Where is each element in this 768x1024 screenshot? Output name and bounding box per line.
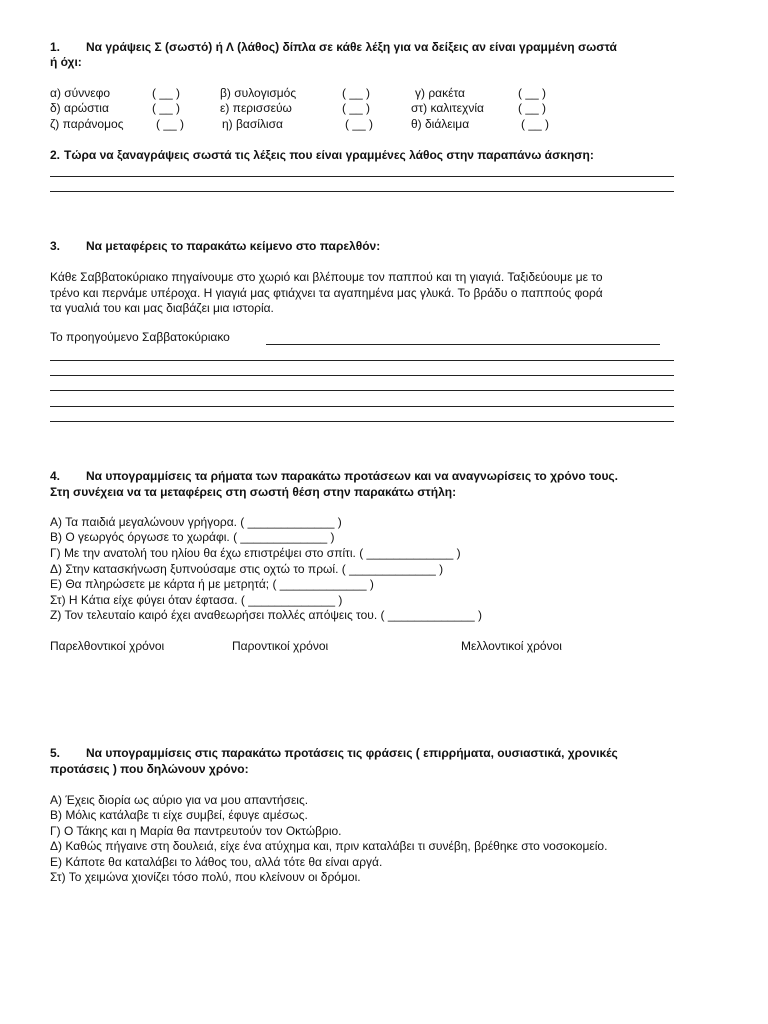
answer-blank[interactable]: ( __ ) (518, 101, 547, 115)
sentence-item: Β) Ο γεωργός όργωσε το χωράφι. ( _____________ ) (50, 530, 335, 544)
exercise-2-number: 2. (50, 148, 61, 162)
sentence-item: Δ) Στην κατασκήνωση ξυπνούσαμε στις οχτώ το πρωί. ( _____________ ) (50, 562, 444, 576)
exercise-1-title: Να γράψεις Σ (σωστό) ή Λ (λάθος) δίπλα σε κάθε λέξη για να δείξεις αν είναι γραμμένη σωστά (86, 40, 617, 54)
word-item: στ) καλιτεχνία (411, 101, 484, 115)
column-heading-past: Παρελθοντικοί χρόνοι (50, 639, 165, 653)
answer-line[interactable] (266, 344, 660, 345)
word-item: ζ) παράνομος (50, 117, 124, 131)
answer-line[interactable] (50, 421, 674, 422)
answer-blank[interactable]: ( __ ) (521, 117, 550, 131)
exercise-1-title-cont: ή όχι: (50, 55, 82, 69)
exercise-3-title: Να μεταφέρεις το παρακάτω κείμενο στο παρελθόν: (86, 239, 381, 253)
text-line: τρένο και περνάμε υπέροχα. Η γιαγιά μας φτιάχνει τα αγαπημένα μας γλυκά. Το βράδυ ο παππούς φορά (50, 286, 603, 300)
answer-line[interactable] (50, 191, 674, 192)
answer-blank[interactable]: ( __ ) (342, 86, 371, 100)
answer-line[interactable] (50, 406, 674, 407)
exercise-5-title-cont: προτάσεις ) που δηλώνουν χρόνο: (50, 762, 249, 776)
word-item: θ) διάλειμα (411, 117, 470, 131)
exercise-5-number: 5. (50, 746, 61, 760)
rewrite-prompt: Το προηγούμενο Σαββατοκύριακο (50, 330, 230, 344)
sentence-item: Ζ) Τον τελευταίο καιρό έχει αναθεωρήσει πολλές απόψεις του. ( _____________ ) (50, 608, 482, 622)
answer-line[interactable] (50, 375, 674, 376)
answer-blank[interactable]: ( __ ) (156, 117, 185, 131)
answer-line[interactable] (50, 360, 674, 361)
sentence-item: Α) Τα παιδιά μεγαλώνουν γρήγορα. ( _____________ ) (50, 515, 342, 529)
column-heading-present: Παροντικοί χρόνοι (232, 639, 329, 653)
exercise-4-title-cont: Στη συνέχεια να τα μεταφέρεις στη σωστή θέση στην παρακάτω στήλη: (50, 485, 457, 499)
word-item: δ) αρώστια (50, 101, 109, 115)
sentence-item: Γ) Με την ανατολή του ηλίου θα έχω επιστρέψει στο σπίτι. ( _____________ ) (50, 546, 461, 560)
sentence-item: Γ) Ο Τάκης και η Μαρία θα παντρευτούν τον Οκτώβριο. (50, 824, 342, 838)
sentence-item: Ε) Κάποτε θα καταλάβει το λάθος του, αλλά τότε θα είναι αργά. (50, 855, 383, 869)
answer-line[interactable] (50, 390, 674, 391)
word-item: β) συλογισμός (220, 86, 297, 100)
answer-blank[interactable]: ( __ ) (152, 101, 181, 115)
word-item: γ) ρακέτα (415, 86, 465, 100)
answer-blank[interactable]: ( __ ) (518, 86, 547, 100)
exercise-5-title: Να υπογραμμίσεις στις παρακάτω προτάσεις τις φράσεις ( επιρρήματα, ουσιαστικά, χρονικές (86, 746, 618, 760)
exercise-2-title: Τώρα να ξαναγράψεις σωστά τις λέξεις που είναι γραμμένες λάθος στην παραπάνω άσκηση: (64, 148, 594, 162)
answer-blank[interactable]: ( __ ) (152, 86, 181, 100)
sentence-item: Δ) Καθώς πήγαινε στη δουλειά, είχε ένα ατύχημα και, πριν καταλάβει τι συνέβη, βρέθηκε στο νοσοκομείο. (50, 839, 608, 853)
text-line: τα γυαλιά του και μας διαβάζει μια ιστορία. (50, 301, 274, 315)
sentence-item: Ε) Θα πληρώσετε με κάρτα ή με μετρητά; ( _____________ ) (50, 577, 374, 591)
sentence-item: Στ) Η Κάτια είχε φύγει όταν έφτασα. ( _____________ ) (50, 593, 343, 607)
sentence-item: Α) Έχεις διορία ως αύριο για να μου απαντήσεις. (50, 793, 309, 807)
answer-line[interactable] (50, 176, 674, 177)
word-item: η) βασίλισα (222, 117, 283, 131)
exercise-3-number: 3. (50, 239, 61, 253)
column-heading-future: Μελλοντικοί χρόνοι (461, 639, 562, 653)
exercise-1-number: 1. (50, 40, 61, 54)
exercise-4-number: 4. (50, 469, 61, 483)
text-line: Κάθε Σαββατοκύριακο πηγαίνουμε στο χωριό και βλέπουμε τον παππού και τη γιαγιά. Ταξιδεύουμε με το (50, 270, 603, 284)
sentence-item: Στ) Το χειμώνα χιονίζει τόσο πολύ, που κλείνουν οι δρόμοι. (50, 870, 361, 884)
sentence-item: Β) Μόλις κατάλαβε τι είχε συμβεί, έφυγε αμέσως. (50, 808, 308, 822)
answer-blank[interactable]: ( __ ) (342, 101, 371, 115)
word-item: α) σύννεφο (50, 86, 111, 100)
answer-blank[interactable]: ( __ ) (345, 117, 374, 131)
word-item: ε) περισσεύω (220, 101, 292, 115)
exercise-4-title: Να υπογραμμίσεις τα ρήματα των παρακάτω προτάσεων και να αναγνωρίσεις το χρόνο τους. (86, 469, 619, 483)
